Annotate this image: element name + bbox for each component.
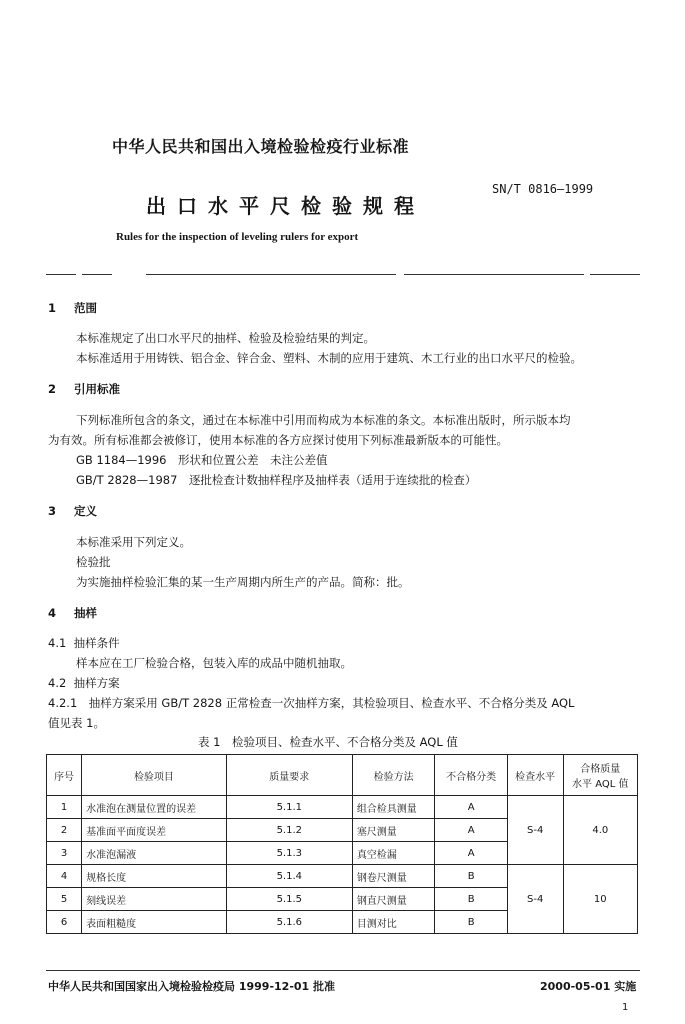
cell-requirement: 5.1.6 bbox=[226, 911, 352, 934]
header-divider-seg5 bbox=[590, 274, 640, 275]
header-divider-seg2 bbox=[82, 274, 112, 275]
section-number: 4 bbox=[48, 606, 57, 620]
cell-item: 刻线误差 bbox=[82, 888, 227, 911]
cell-aql-group-b: 10 bbox=[563, 865, 637, 934]
section-1-heading bbox=[48, 300, 97, 316]
header-item: 检验项目 bbox=[82, 755, 227, 796]
cell-no: 3 bbox=[47, 842, 82, 865]
cell-method: 组合检具测量 bbox=[352, 796, 435, 819]
section-3-paragraph: 本标准采用下列定义。 bbox=[76, 535, 191, 549]
term-inspection-lot: 检验批 bbox=[76, 555, 111, 569]
cell-class: A bbox=[435, 819, 507, 842]
header-divider-seg4 bbox=[404, 274, 584, 275]
section-2-heading bbox=[48, 381, 120, 397]
cell-item: 基准面平面度误差 bbox=[82, 819, 227, 842]
cell-item: 水准泡漏液 bbox=[82, 842, 227, 865]
section-number: 1 bbox=[48, 301, 57, 315]
page-number: 1 bbox=[622, 1002, 629, 1013]
table-caption: 表 1 检验项目、检查水平、不合格分类及 AQL 值 bbox=[198, 735, 458, 749]
table-row bbox=[47, 865, 638, 888]
document-title: 出口水平尺检验规程 bbox=[146, 194, 425, 218]
subsection-4-2-heading bbox=[48, 675, 120, 691]
section-title: 抽样 bbox=[74, 606, 97, 620]
clause-4-2-1-line-2: 值见表 1。 bbox=[48, 716, 105, 730]
section-3-heading bbox=[48, 503, 97, 519]
section-title: 定义 bbox=[74, 504, 97, 518]
section-title: 范围 bbox=[74, 301, 97, 315]
approval-line: 中华人民共和国国家出入境检验检疫局 1999-12-01 批准 bbox=[48, 980, 336, 993]
reference-gb1184: GB 1184—1996 形状和位置公差 未注公差值 bbox=[76, 453, 328, 467]
cell-no: 6 bbox=[47, 911, 82, 934]
cell-requirement: 5.1.4 bbox=[226, 865, 352, 888]
header-no: 序号 bbox=[47, 755, 82, 796]
header-aql-line-2: 水平 AQL 值 bbox=[572, 779, 629, 790]
section-1-paragraph-2: 本标准适用于用铸铁、铝合金、锌合金、塑料、木制的应用于建筑、木工行业的出口水平尺的检验。 bbox=[76, 351, 582, 365]
section-4-heading bbox=[48, 605, 97, 621]
cell-level-group-b: S-4 bbox=[507, 865, 563, 934]
subsection-number: 4.1 bbox=[48, 636, 67, 650]
cell-class: A bbox=[435, 796, 507, 819]
cell-class: A bbox=[435, 842, 507, 865]
subsection-number: 4.2 bbox=[48, 676, 67, 690]
section-1-paragraph-1: 本标准规定了出口水平尺的抽样、检验及检验结果的判定。 bbox=[76, 331, 375, 345]
header-class: 不合格分类 bbox=[435, 755, 507, 796]
cell-requirement: 5.1.5 bbox=[226, 888, 352, 911]
header-aql bbox=[563, 755, 637, 796]
cell-requirement: 5.1.3 bbox=[226, 842, 352, 865]
cell-method: 钢直尺测量 bbox=[352, 888, 435, 911]
cell-item: 水准泡在测量位置的误差 bbox=[82, 796, 227, 819]
cell-method: 真空检漏 bbox=[352, 842, 435, 865]
subsection-4-1-heading bbox=[48, 635, 120, 651]
subsection-4-1-text: 样本应在工厂检验合格，包装入库的成品中随机抽取。 bbox=[76, 656, 352, 670]
cell-aql-group-a: 4.0 bbox=[563, 796, 637, 865]
clause-4-2-1-line-1: 4.2.1 抽样方案采用 GB/T 2828 正常检查一次抽样方案，其检验项目、检查水平、不合格分类及 AQL bbox=[48, 696, 575, 710]
english-title: Rules for the inspection of leveling rulers for export bbox=[116, 231, 359, 243]
cell-no: 1 bbox=[47, 796, 82, 819]
term-definition: 为实施抽样检验汇集的某一生产周期内所生产的产品。简称：批。 bbox=[76, 575, 410, 589]
header-requirement: 质量要求 bbox=[226, 755, 352, 796]
section-2-paragraph-line-2: 为有效。所有标准都会被修订，使用本标准的各方应探讨使用下列标准最新版本的可能性。 bbox=[48, 433, 508, 447]
header-method: 检验方法 bbox=[352, 755, 435, 796]
table-row bbox=[47, 796, 638, 819]
cell-level-group-a: S-4 bbox=[507, 796, 563, 865]
cell-item: 规格长度 bbox=[82, 865, 227, 888]
cell-no: 4 bbox=[47, 865, 82, 888]
section-number: 3 bbox=[48, 504, 57, 518]
table-header-row bbox=[47, 755, 638, 796]
cell-class: B bbox=[435, 911, 507, 934]
cell-method: 塞尺测量 bbox=[352, 819, 435, 842]
cell-requirement: 5.1.2 bbox=[226, 819, 352, 842]
section-number: 2 bbox=[48, 382, 57, 396]
standard-number: SN/T 0816—1999 bbox=[492, 182, 594, 196]
reference-gbt2828: GB/T 2828—1987 逐批检查计数抽样程序及抽样表（适用于连续批的检查） bbox=[76, 473, 477, 487]
issuing-agency: 中华人民共和国出入境检验检疫行业标准 bbox=[112, 137, 410, 156]
header-aql-line-1: 合格质量 bbox=[580, 764, 621, 775]
effective-date: 2000-05-01 实施 bbox=[540, 980, 637, 993]
section-title: 引用标准 bbox=[74, 382, 120, 396]
header-divider-seg3 bbox=[146, 274, 396, 275]
cell-no: 2 bbox=[47, 819, 82, 842]
cell-class: B bbox=[435, 888, 507, 911]
cell-requirement: 5.1.1 bbox=[226, 796, 352, 819]
header-level: 检查水平 bbox=[507, 755, 563, 796]
header-divider-seg1 bbox=[46, 274, 76, 275]
subsection-title: 抽样条件 bbox=[73, 636, 120, 650]
cell-method: 目测对比 bbox=[352, 911, 435, 934]
cell-method: 钢卷尺测量 bbox=[352, 865, 435, 888]
footer-divider bbox=[46, 970, 640, 971]
subsection-title: 抽样方案 bbox=[73, 676, 120, 690]
cell-class: B bbox=[435, 865, 507, 888]
cell-item: 表面粗糙度 bbox=[82, 911, 227, 934]
inspection-table bbox=[46, 754, 638, 934]
cell-no: 5 bbox=[47, 888, 82, 911]
section-2-paragraph-line-1: 下列标准所包含的条文，通过在本标准中引用而构成为本标准的条文。本标准出版时，所示版本均 bbox=[76, 413, 571, 427]
